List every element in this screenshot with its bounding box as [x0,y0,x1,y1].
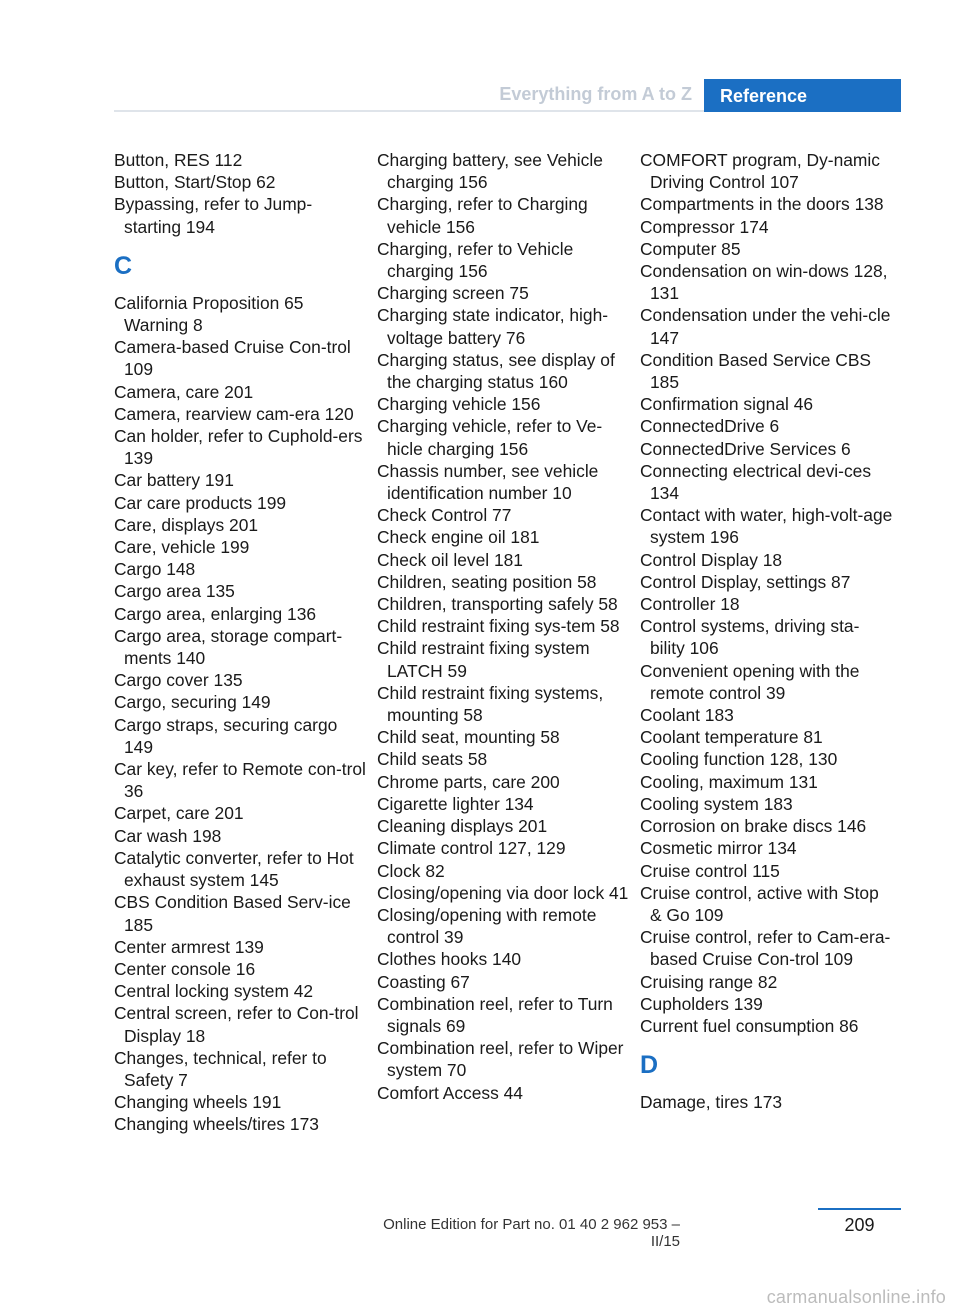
footer-edition: Online Edition for Part no. 01 40 2 962 953 – II/15 [383,1216,680,1250]
index-entry: CBS Condition Based Serv-ice 185 [114,892,351,935]
index-entry: Cargo area 135 [114,581,235,602]
index-entry: Charging vehicle, refer to Ve-hicle charging 156 [377,416,603,459]
index-entry: Changes, technical, refer to Safety 7 [114,1047,327,1090]
header-tab-reference: Reference [704,79,901,112]
index-entry: Convenient opening with the remote control 39 [640,660,860,703]
index-entry: Climate control 127, 129 [377,838,566,859]
index-entry: Compartments in the doors 138 [640,194,884,215]
index-entry: Changing wheels/tires 173 [114,1114,319,1135]
index-entry: Compressor 174 [640,216,769,237]
index-entry: Can holder, refer to Cuphold-ers 139 [114,426,363,469]
header-section-title: Everything from A to Z [499,84,692,104]
index-entry: Clothes hooks 140 [377,949,522,970]
index-entry: California Proposition 65 Warning 8 [114,292,304,336]
index-entry: Care, vehicle 199 [114,537,250,558]
index-entry: Controller 18 [640,594,740,615]
index-entry: Control Display, settings 87 [640,571,851,592]
index-entry: Cargo, securing 149 [114,692,271,713]
index-entry: Condensation under the vehi-cle 147 [640,305,891,348]
index-entry: Changing wheels 191 [114,1092,282,1113]
index-entry: ConnectedDrive Services 6 [640,438,851,459]
index-entry: Children, seating position 58 [377,571,597,592]
index-entry: Condensation on win-dows 128, 131 [640,261,888,304]
index-entry: Confirmation signal 46 [640,394,814,415]
index-entry: Child restraint fixing system LATCH 59 [377,638,590,681]
index-entry: Car key, refer to Remote con-trol 36 [114,759,366,802]
index-entry: Combination reel, refer to Wiper system 70 [377,1038,624,1081]
index-entry: Car care products 199 [114,492,287,513]
index-entry: Button, RES 112 [114,150,243,170]
index-entry: Camera-based Cruise Con-trol 109 [114,337,351,380]
index-entry: Contact with water, high-volt-age system 196 [640,505,893,548]
index-entry: Child seat, mounting 58 [377,727,560,748]
index-letter-heading: C [114,251,133,280]
index-entry: Charging status, see display of the charging status 160 [377,349,615,393]
index-entry: Clock 82 [377,860,445,881]
index-entry: Charging, refer to Vehicle charging 156 [377,238,574,282]
index-entry: Cargo straps, securing cargo 149 [114,714,338,757]
index-entry: Care, displays 201 [114,514,259,535]
index-entry: Camera, care 201 [114,381,254,402]
index-entry: Cruise control 115 [640,860,780,881]
index-entry: Comfort Access 44 [377,1082,523,1103]
index-entry: Central screen, refer to Con-trol Display 18 [114,1003,359,1046]
index-entry: Connecting electrical devi-ces 134 [640,460,872,504]
footer-rule [818,1208,901,1210]
index-entry: Cooling function 128, 130 [640,749,838,770]
index-entry: Cosmetic mirror 134 [640,838,797,859]
index-entry: Button, Start/Stop 62 [114,172,276,193]
index-entry: Center console 16 [114,958,256,979]
index-entry: Cooling system 183 [640,793,793,814]
index-entry: Cargo 148 [114,559,196,580]
index-entry: Child restraint fixing sys-tem 58 [377,616,620,637]
index-entry: Control systems, driving sta-bility 106 [640,616,860,659]
index-entry: Car wash 198 [114,825,222,846]
index-entry: Control Display 18 [640,549,783,570]
index-entry: Car battery 191 [114,470,234,491]
index-entry: Charging state indicator, high-voltage battery 76 [377,305,609,348]
index-entry: Charging screen 75 [377,283,529,304]
index-entry: Charging battery, see Vehicle charging 156 [377,150,603,193]
index-column-1 [114,149,368,1136]
index-entry: Check engine oil 181 [377,527,540,548]
index-entry: Camera, rearview cam-era 120 [114,403,354,424]
index-entry: Cooling, maximum 131 [640,771,818,792]
watermark: carmanualsonline.info [766,1287,946,1307]
page-number: 209 [844,1215,875,1235]
index-entry: Current fuel consumption 86 [640,1015,859,1036]
index-entry: Coasting 67 [377,971,470,992]
index-entry: Closing/opening with remote control 39 [377,904,597,948]
index-entry: Child restraint fixing systems, mounting 58 [377,682,604,726]
index-entry: Catalytic converter, refer to Hot exhaust system 145 [114,847,354,891]
index-entry: Carpet, care 201 [114,803,244,824]
index-entry: Closing/opening via door lock 41 [377,882,629,903]
index-entry: Bypassing, refer to Jump-starting 194 [114,194,313,237]
index-entry: Chrome parts, care 200 [377,771,560,792]
index-entry: Chassis number, see vehicle identification number 10 [377,460,599,504]
index-entry: Computer 85 [640,238,741,259]
index-entry: Coolant temperature 81 [640,727,823,748]
index-entry: Corrosion on brake discs 146 [640,816,867,837]
index-entry: Cargo area, storage compart-ments 140 [114,625,343,669]
index-entry: Children, transporting safely 58 [377,594,618,615]
index-entry: Cleaning displays 201 [377,816,548,837]
index-entry: Check oil level 181 [377,549,523,570]
index-entry: Center armrest 139 [114,936,264,957]
index-entry: Cruise control, refer to Cam-era-based Cruise Con-trol 109 [640,927,891,970]
index-entry: Cargo cover 135 [114,670,243,691]
index-column-2 [377,149,631,1104]
index-entry: COMFORT program, Dy-namic Driving Control 107 [640,150,880,193]
index-entry: Charging vehicle 156 [377,394,541,415]
index-entry: Condition Based Service CBS 185 [640,349,872,393]
index-entry: Damage, tires 173 [640,1092,783,1113]
index-entry: Coolant 183 [640,705,734,726]
index-entry: ConnectedDrive 6 [640,416,780,437]
index-entry: Cruising range 82 [640,971,778,992]
index-entry: Child seats 58 [377,749,488,770]
index-entry: Cargo area, enlarging 136 [114,603,317,624]
index-entry: Cruise control, active with Stop & Go 109 [640,882,879,925]
index-entry: Check Control 77 [377,505,512,526]
index-letter-heading: D [640,1051,659,1080]
index-entry: Central locking system 42 [114,981,314,1002]
index-entry: Combination reel, refer to Turn signals 69 [377,993,613,1036]
index-entry: Cupholders 139 [640,993,763,1014]
index-column-3 [640,149,894,1113]
index-entry: Charging, refer to Charging vehicle 156 [377,194,588,237]
index-entry: Cigarette lighter 134 [377,793,534,814]
